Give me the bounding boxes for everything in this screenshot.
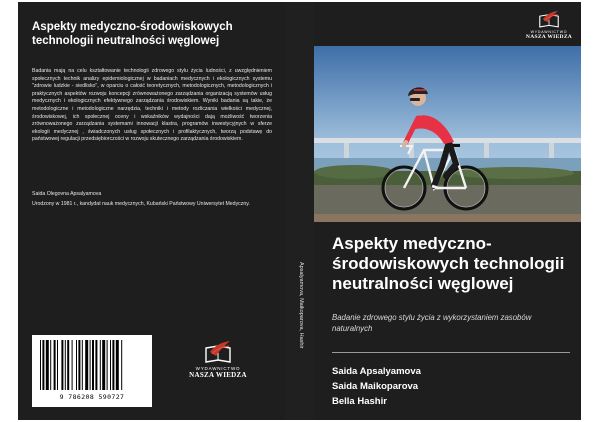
publisher-line1: WYDAWNICTWO — [195, 366, 241, 371]
front-cover — [314, 2, 581, 420]
publisher-line2: NASZA WIEDZA — [189, 371, 247, 379]
barcode-bars-icon — [38, 340, 146, 392]
author-3: Bella Hashir — [332, 396, 387, 407]
front-cover-subtitle: Badanie zdrowego stylu życia z wykorzystaniem zasobów naturalnych — [332, 313, 532, 333]
back-cover — [18, 2, 285, 420]
barcode — [32, 335, 152, 407]
publisher-book-icon — [535, 10, 563, 30]
book-spine — [285, 2, 314, 420]
book-cover-spread — [18, 2, 581, 420]
front-cover-title: Aspekty medyczno-środowiskowych technologii neutralności węglowej — [332, 234, 565, 293]
authors-list — [332, 364, 421, 409]
author-full-name: Saida Olegovna Apsalyamova — [32, 191, 102, 197]
isbn-number: 9 786208 590727 — [59, 393, 125, 401]
back-cover-title: Aspekty medyczno-środowiskowych technologii neutralności węglowej — [32, 21, 233, 47]
publisher-line1: WYDAWNICTWO — [530, 30, 568, 34]
author-1: Saida Apsalyamova — [332, 366, 421, 377]
author-bio — [32, 190, 272, 208]
publisher-logo-front — [519, 10, 579, 40]
back-cover-description: Badania mają na celu kształtowanie technologii zdrowego stylu życia ludności, z uwzględnieniem społecznych technik analizy epidemiologicznej w badaniach medycznych i ekologicznych systemu "zdrowie ludzkie - siedlisko", w oparciu o całość teoretycznych, metodologicznych, metodologicznych i praktycznych aspektów rozwoju koncepcji zrównoważonego zarządzania organizacją systemów usług medycznych i ekologicznych efektywnego zarządzania środowiskiem. Wyniki badania są takie, że metodologiczne i metodologiczne narzędzia, techniki i metody rozliczania wielkości medycznej, środowiskowej, ich społecznej oceny i wskaźników wydajności dają możliwość tworzenia zrównoważonego zarządzania systemami innowacji klastra, programów inwestycyjnych w sferze ekologii medycznej , świadczonych usług społecznych i profilaktycznych, tworzą podstawę do państwowej regulacji przedsiębiorczości w rozwoju skutecznego zarządzania środowiskiem. — [32, 68, 272, 143]
author-bio-text: Urodzony w 1981 r., kandydat nauk medycznych, Kubański Państwowy Uniwersytet Medyczny. — [32, 201, 250, 207]
publisher-line2: NASZA WIEDZA — [525, 34, 573, 40]
publisher-book-icon — [200, 340, 236, 366]
spine-authors: Apsalyamova, Maikoparova, Hashir — [298, 262, 304, 349]
divider — [332, 352, 570, 353]
cyclist-photo — [314, 46, 581, 222]
author-2: Saida Maikoparova — [332, 381, 419, 392]
publisher-logo-back — [178, 340, 258, 379]
